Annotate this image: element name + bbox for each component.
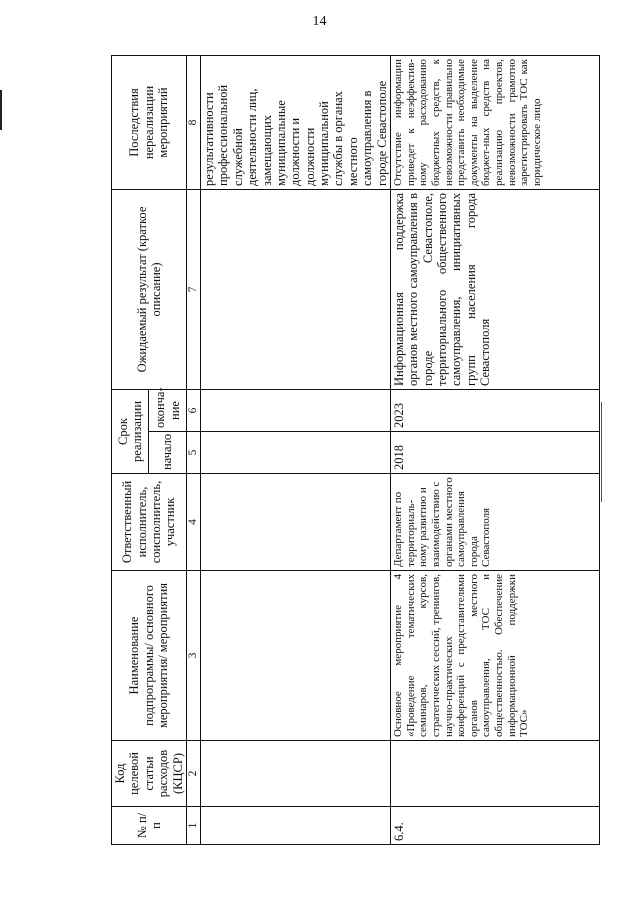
- table-row: [201, 55, 391, 844]
- table-row: [390, 55, 599, 844]
- header-term-end: оконча-ние: [149, 389, 186, 431]
- cell-responsible: [201, 474, 391, 571]
- cell-name: Основное мероприятие 4 «Проведение тематических семинаров, курсов, стратегических сессий, тренингов, научно-практических конференций с представителями органов местного самоуправления, ТОС и общественностью. Обеспечение информационной поддержки ТОС»: [390, 571, 599, 741]
- cell-no: 6.4.: [390, 807, 599, 845]
- cell-responsible: Департамент по территориаль-ному развитию и взаимодействию с органами местного самоуправления города Севастополя: [390, 474, 599, 571]
- header-result: Ожидаемый результат (краткое описание): [112, 189, 187, 389]
- header-consequences: Последствия нереализации мероприятий: [112, 55, 187, 189]
- column-number: 6: [186, 389, 200, 431]
- cell-start: [201, 432, 391, 474]
- cell-end: 2023: [390, 389, 599, 431]
- header-term: Срок реализации: [112, 389, 149, 473]
- column-number-row: [186, 55, 200, 844]
- header-name: Наименование подпрограммы/ основного мероприятия/ мероприятия: [112, 571, 187, 741]
- column-number: 7: [186, 189, 200, 389]
- center-divider: [601, 402, 602, 502]
- column-number: 5: [186, 432, 200, 474]
- cell-consequences: Отсутствие информации приведет к неэффектив-ному расходованию бюджетных средств, к невозможности правильно представить необходимые документы на выделение бюджет-ных средств на реализацию проектов, невозможности грамотно зарегистрировать ТОС как юридическое лицо: [390, 55, 599, 189]
- cell-name: [201, 571, 391, 741]
- cell-start: 2018: [390, 432, 599, 474]
- page-number: 14: [312, 14, 327, 29]
- cell-no: [201, 807, 391, 845]
- header-responsible: Ответственный исполнитель, соисполнитель, участник: [112, 474, 187, 571]
- cell-code: [390, 741, 599, 807]
- column-number: 4: [186, 474, 200, 571]
- column-number: 8: [186, 55, 200, 189]
- cell-end: [201, 389, 391, 431]
- cell-result: Информационная поддержка органов местного самоуправления в городе Севастополе, территориального общественного самоуправления, инициативных групп населения города Севастополя: [390, 189, 599, 389]
- header-term-start: начало: [149, 432, 186, 474]
- column-number: 1: [186, 807, 200, 845]
- cell-result: [201, 189, 391, 389]
- cell-consequences: результативности профессиональной служебной деятельности лиц, замещающих муниципальные должности и должности муниципальной службы в органах местного самоуправления в городе Севастополе: [201, 55, 391, 189]
- program-activities-table: [111, 55, 600, 845]
- header-row: [112, 55, 149, 844]
- header-no: № п/п: [112, 807, 187, 845]
- column-number: 3: [186, 571, 200, 741]
- scan-edge-mark: [0, 90, 2, 130]
- cell-code: [201, 741, 391, 807]
- column-number: 2: [186, 741, 200, 807]
- rotated-table-wrapper: [111, 56, 571, 845]
- header-code: Код целевой статьи расходов (КЦСР): [112, 741, 187, 807]
